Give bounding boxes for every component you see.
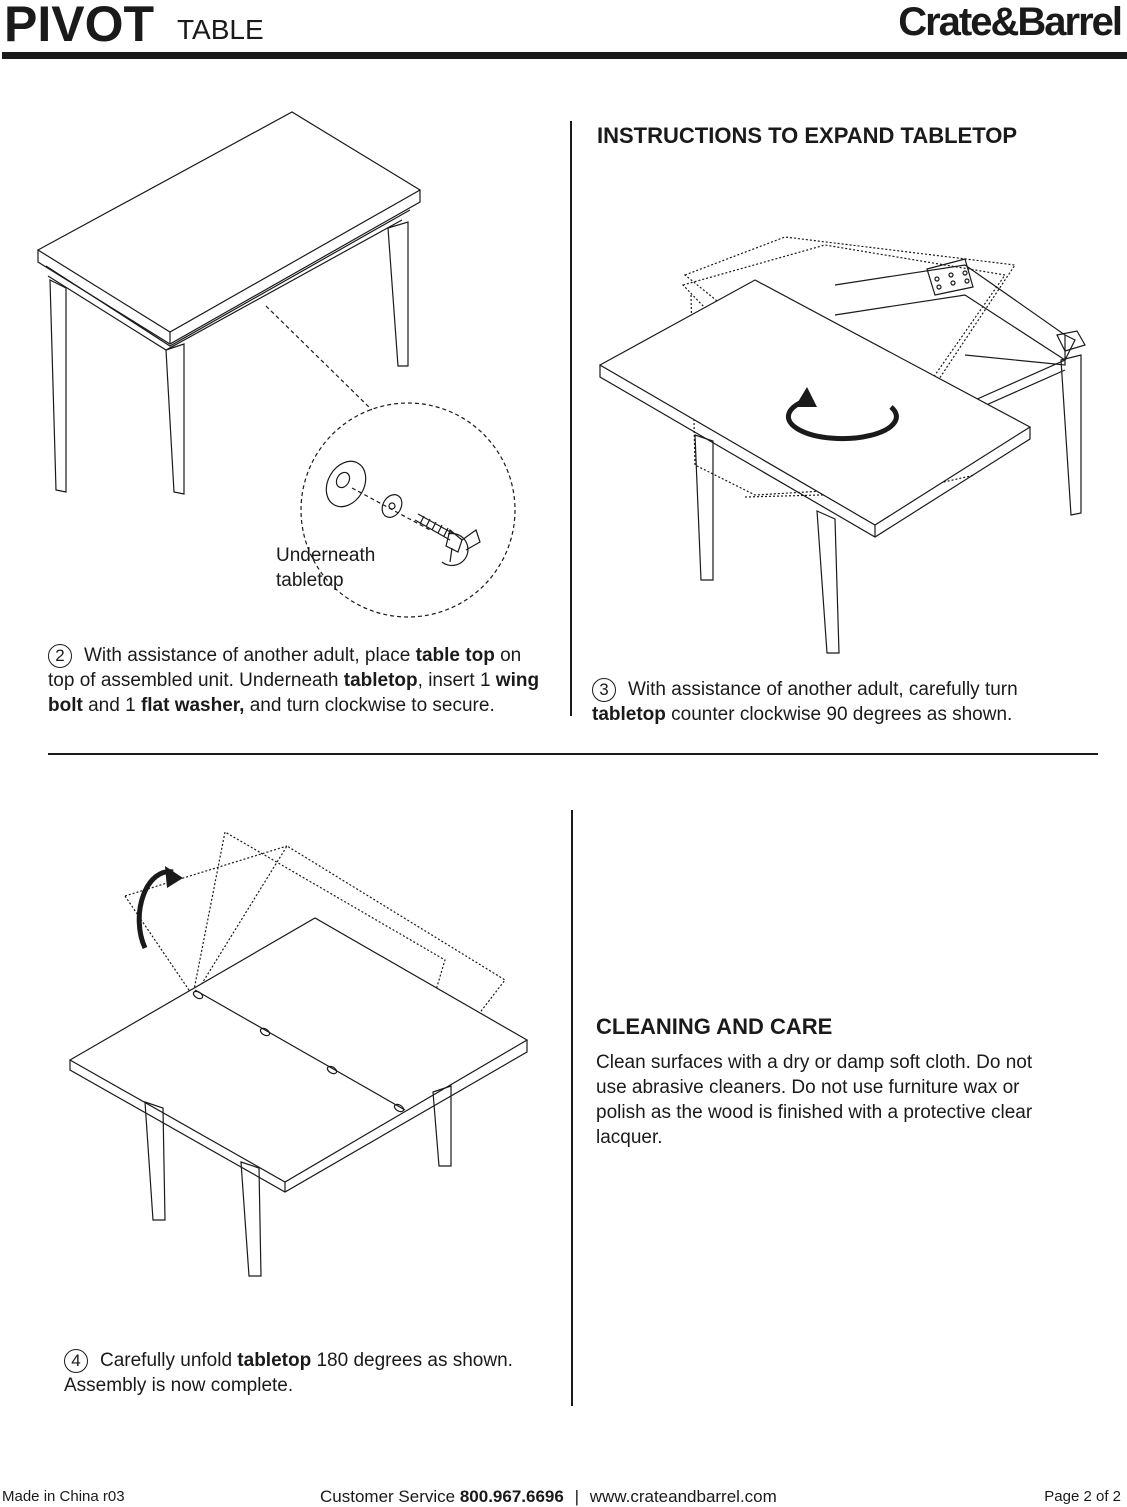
callout-label-1: Underneath: [276, 545, 376, 566]
step-text: With assistance of another adult, carefully turn: [628, 679, 1018, 700]
page-subtitle: TABLE: [177, 14, 264, 45]
step-text: 180 degrees as shown. Assembly is now complete.: [64, 1350, 513, 1396]
step-4-number: 4: [64, 1349, 88, 1373]
step-2-number: 2: [48, 644, 72, 668]
step-text: Carefully unfold: [100, 1350, 238, 1371]
service-label: Customer Service: [320, 1487, 460, 1506]
divider-vertical-top: [570, 121, 572, 716]
step-text-bold: tabletop: [237, 1350, 312, 1371]
step-text: , insert 1: [417, 670, 496, 691]
page-title: PIVOT: [4, 0, 155, 52]
step-text: counter clockwise 90 degrees as shown.: [665, 704, 1013, 725]
step-text-bold: table top: [415, 645, 495, 666]
care-body: Clean surfaces with a dry or damp soft cloth. Do not use abrasive cleaners. Do not use furniture wax or polish as the wood is finished with a protective clear lacquer.: [596, 1052, 1033, 1148]
divider-horizontal: [48, 753, 1098, 755]
step-text: With assistance of another adult, place: [84, 645, 416, 666]
step-text: on top of assembled unit. Underneath: [48, 645, 522, 691]
tabletop-unfold-illustration: [65, 830, 545, 1285]
step-text-bold: wing bolt: [48, 670, 540, 716]
callout-label-2: tabletop: [276, 570, 344, 591]
footer-made-in: Made in China r03: [2, 1488, 125, 1505]
step-3-number: 3: [592, 678, 616, 702]
footer-customer-service: [320, 1487, 777, 1507]
footer-separator: |: [574, 1487, 579, 1506]
page-number: Page 2 of 2: [1044, 1488, 1121, 1505]
tabletop-rotation-illustration: [595, 235, 1095, 660]
step-text-bold: flat washer,: [140, 695, 245, 716]
step-text-bold: tabletop: [343, 670, 418, 691]
header-rule: [2, 52, 1127, 59]
footer-website[interactable]: www.crateandbarrel.com: [589, 1487, 777, 1506]
step-text: and turn clockwise to secure.: [244, 695, 495, 716]
step-4: [64, 1348, 534, 1398]
care-heading: CLEANING AND CARE: [596, 1014, 833, 1039]
step-text: and 1: [82, 695, 141, 716]
step-3: [592, 677, 1092, 727]
tabletop-shape: [38, 112, 420, 332]
step-2: [48, 643, 548, 718]
step-text-bold: tabletop: [592, 704, 666, 725]
brand-logo: Crate&Barrel: [898, 0, 1121, 44]
expand-heading: INSTRUCTIONS TO EXPAND TABLETOP: [597, 123, 1018, 148]
divider-vertical-bottom: [571, 810, 573, 1406]
service-phone: 800.967.6696: [459, 1487, 564, 1506]
